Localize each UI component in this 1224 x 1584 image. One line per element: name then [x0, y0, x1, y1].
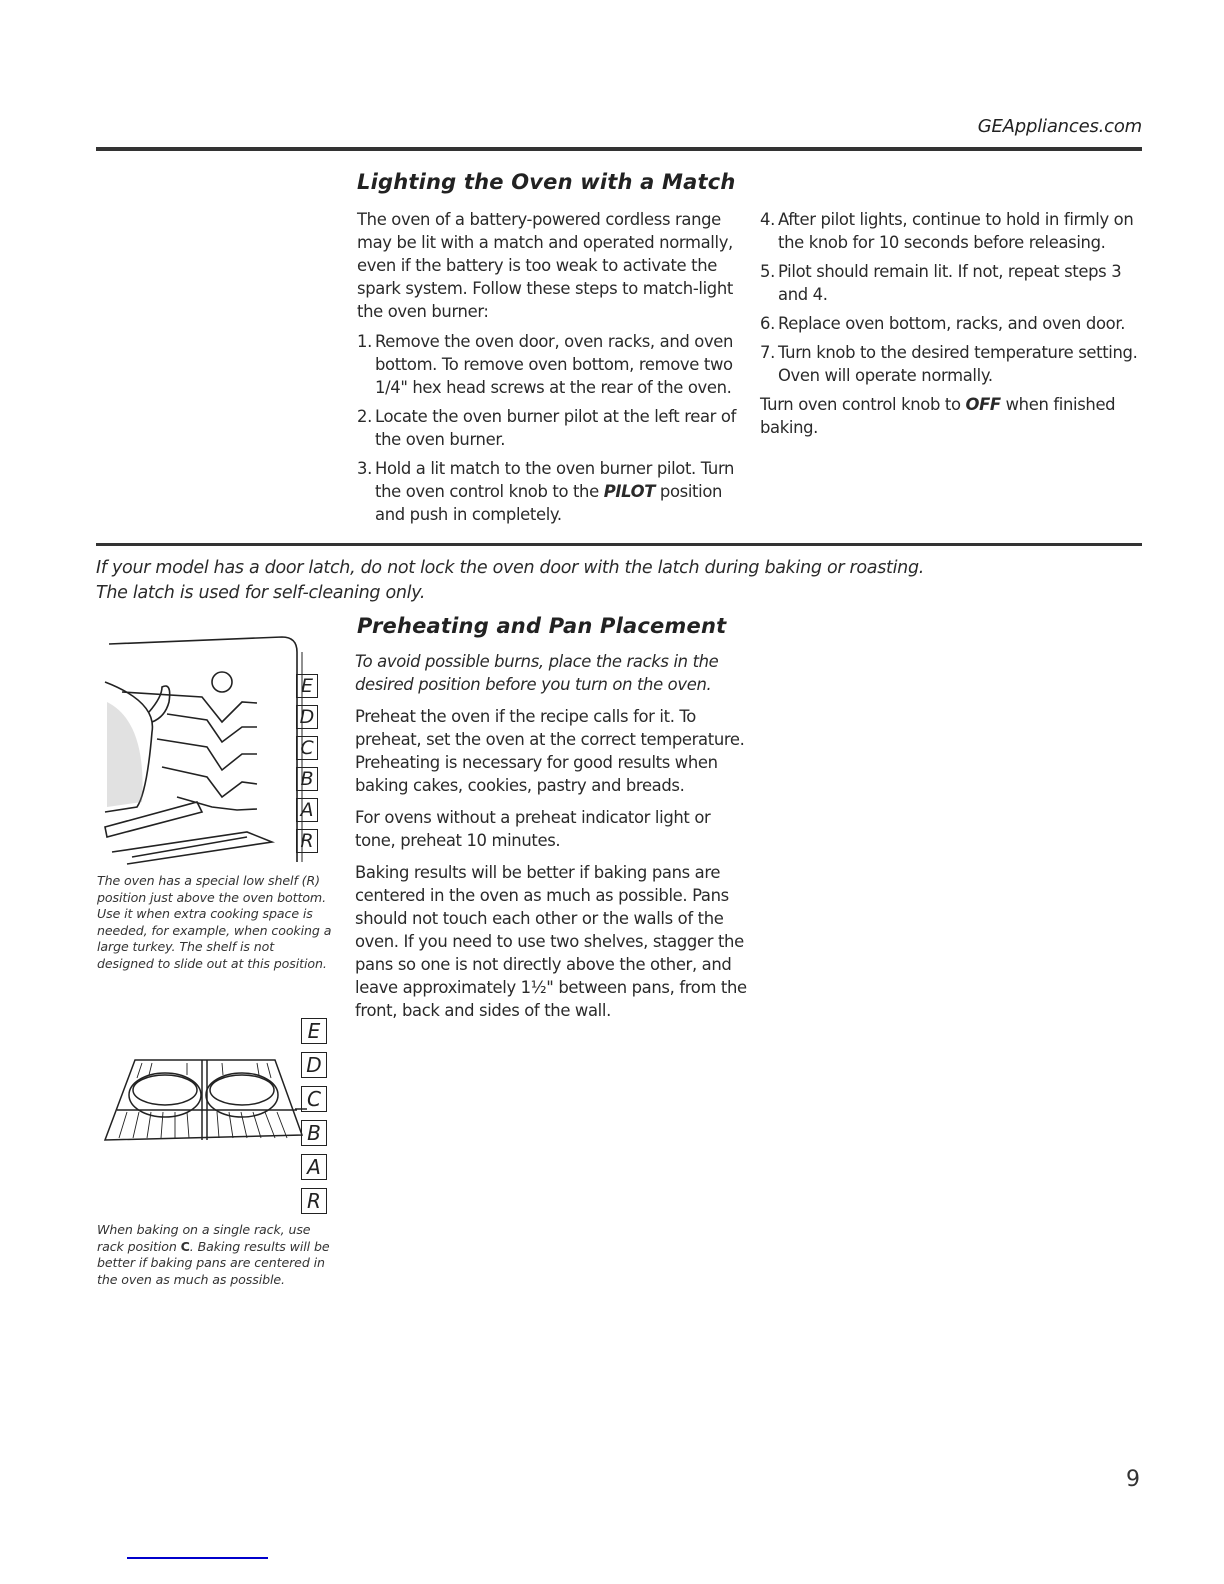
lighting-intro: The oven of a battery-powered cordless range may be lit with a match and operated normally, even if the battery is too weak to activate the spark system. Follow these steps to match-light the oven burner:	[357, 210, 733, 321]
latch-notice	[96, 556, 1096, 606]
rack-c-emphasis: C	[180, 1238, 190, 1254]
preheating-warning: To avoid possible burns, place the racks in the desired position before you turn on the oven.	[355, 652, 719, 694]
header-rule	[96, 147, 1142, 151]
rack-label-e: E	[301, 1018, 327, 1044]
preheating-paragraph: For ovens without a preheat indicator light or tone, preheat 10 minutes.	[355, 808, 711, 850]
lighting-steps-list-continued	[760, 208, 1150, 387]
pilot-emphasis: PILOT	[603, 482, 656, 501]
step-item: 3. Hold a lit match to the oven burner pilot. Turn the oven control knob to the PILOT position and push in completely.	[357, 459, 735, 524]
rack-labels-fig2	[301, 1018, 327, 1222]
link-underline	[127, 1557, 268, 1559]
off-emphasis: OFF	[965, 395, 1001, 414]
rack-label-a: A	[301, 1154, 327, 1180]
rack-label-d: D	[296, 705, 318, 729]
rack-label-b: B	[301, 1120, 327, 1146]
latch-notice-line2: The latch is used for self-cleaning only.	[96, 583, 426, 603]
rack-label-r: R	[301, 1188, 327, 1214]
figure1-caption: The oven has a special low shelf (R) position just above the oven bottom. Use it when extra cooking space is needed, for example, when cooking a large turkey. The shelf is not designed to slide out at this position.	[97, 873, 332, 971]
rack-label-e: E	[296, 674, 318, 698]
lighting-steps-list	[357, 330, 747, 526]
rack-label-a: A	[296, 798, 318, 822]
rack-labels-fig1	[296, 674, 318, 860]
oven-rack	[105, 1060, 302, 1140]
rack-label-d: D	[301, 1052, 327, 1078]
lighting-section-title: Lighting the Oven with a Match	[357, 170, 736, 194]
preheating-paragraph: Baking results will be better if baking pans are centered in the oven as much as possible. Pans should not touch each other or the walls of the oven. If you need to use two shelves, stagger the pans so one is not directly above the other, and leave approximately 1½" between pans, from the front, back and sides of the wall.	[355, 863, 747, 1020]
latch-notice-line1: If your model has a door latch, do not lock the oven door with the latch during baking or roasting.	[96, 558, 925, 578]
step-item: 6. Replace oven bottom, racks, and oven door.	[760, 314, 1126, 333]
lighting-column-left	[357, 208, 747, 532]
step-item: 2. Locate the oven burner pilot at the left rear of the oven burner.	[357, 407, 737, 449]
step-item: 7. Turn knob to the desired temperature setting. Oven will operate normally.	[760, 343, 1138, 385]
rack-label-c: C	[301, 1086, 327, 1112]
preheating-column	[355, 650, 750, 1029]
page-number: 9	[1126, 1467, 1140, 1492]
rack-label-b: B	[296, 767, 318, 791]
preheating-section-title: Preheating and Pan Placement	[357, 614, 727, 638]
rack-label-c: C	[296, 736, 318, 760]
lighting-column-right	[760, 208, 1150, 446]
site-url: GEAppliances.com	[977, 116, 1142, 137]
step-item: 1. Remove the oven door, oven racks, and oven bottom. To remove oven bottom, remove two 1/4" hex head screws at the rear of the oven.	[357, 332, 734, 397]
step-item: 5. Pilot should remain lit. If not, repeat steps 3 and 4.	[760, 262, 1122, 304]
step-item: 4. After pilot lights, continue to hold in firmly on the knob for 10 seconds before releasing.	[760, 210, 1134, 252]
preheating-paragraph: Preheat the oven if the recipe calls for it. To preheat, set the oven at the correct temperature. Preheating is necessary for good results when baking cakes, cookies, pastry and breads.	[355, 707, 745, 795]
lighting-closing: Turn oven control knob to OFF when finished baking.	[760, 395, 1116, 437]
figure2-caption: When baking on a single rack, use rack position C. Baking results will be better if baking pans are centered in the oven as much as possible.	[97, 1222, 330, 1287]
oven-light-icon	[212, 672, 232, 692]
rack-label-r: R	[296, 829, 318, 853]
section-divider	[96, 543, 1142, 546]
roasting-pan	[105, 802, 202, 837]
